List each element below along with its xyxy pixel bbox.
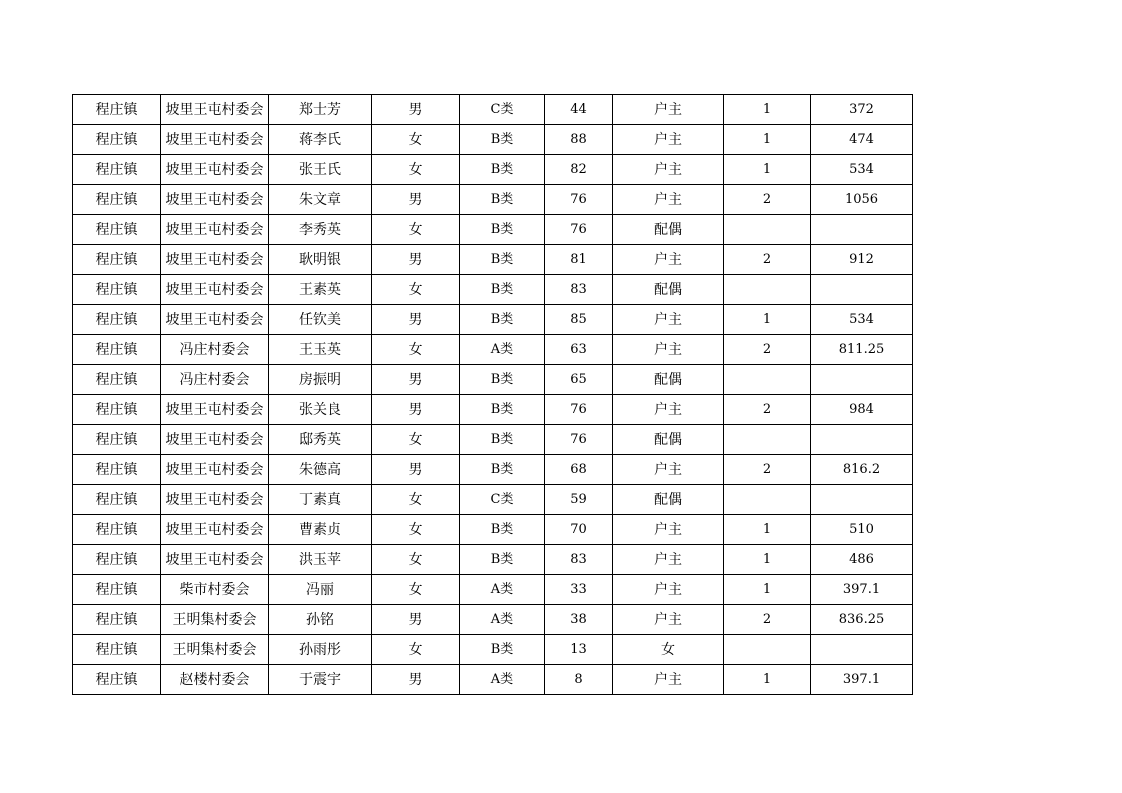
cell-amount [811, 215, 913, 245]
table-row [73, 335, 913, 365]
cell-household-count: 1 [724, 575, 811, 605]
cell-village: 坡里王屯村委会 [161, 95, 269, 125]
table-row [73, 305, 913, 335]
cell-age: 13 [545, 635, 613, 665]
table-row [73, 515, 913, 545]
cell-name: 王素英 [269, 275, 372, 305]
cell-amount: 816.2 [811, 455, 913, 485]
cell-relation: 配偶 [613, 485, 724, 515]
cell-age: 38 [545, 605, 613, 635]
cell-village: 冯庄村委会 [161, 335, 269, 365]
cell-amount [811, 485, 913, 515]
cell-village: 坡里王屯村委会 [161, 245, 269, 275]
cell-category: B类 [460, 455, 545, 485]
cell-relation: 户主 [613, 305, 724, 335]
cell-town: 程庄镇 [73, 635, 161, 665]
cell-village: 坡里王屯村委会 [161, 515, 269, 545]
cell-name: 朱德高 [269, 455, 372, 485]
cell-category: B类 [460, 515, 545, 545]
cell-age: 82 [545, 155, 613, 185]
cell-amount: 836.25 [811, 605, 913, 635]
cell-household-count: 1 [724, 305, 811, 335]
cell-age: 76 [545, 395, 613, 425]
cell-category: B类 [460, 545, 545, 575]
table-row [73, 425, 913, 455]
cell-gender: 男 [372, 245, 460, 275]
cell-name: 邸秀英 [269, 425, 372, 455]
cell-name: 洪玉苹 [269, 545, 372, 575]
table-row [73, 125, 913, 155]
cell-household-count: 1 [724, 545, 811, 575]
table-row [73, 275, 913, 305]
cell-gender: 男 [372, 185, 460, 215]
table-row [73, 605, 913, 635]
cell-household-count [724, 365, 811, 395]
cell-relation: 户主 [613, 125, 724, 155]
cell-village: 坡里王屯村委会 [161, 215, 269, 245]
cell-town: 程庄镇 [73, 215, 161, 245]
cell-household-count [724, 485, 811, 515]
cell-household-count [724, 425, 811, 455]
cell-relation: 户主 [613, 395, 724, 425]
cell-name: 孙雨彤 [269, 635, 372, 665]
cell-relation: 户主 [613, 545, 724, 575]
table-row [73, 635, 913, 665]
cell-amount [811, 275, 913, 305]
cell-relation: 户主 [613, 665, 724, 695]
cell-village: 坡里王屯村委会 [161, 185, 269, 215]
cell-household-count: 2 [724, 605, 811, 635]
cell-category: B类 [460, 365, 545, 395]
cell-household-count: 1 [724, 95, 811, 125]
cell-relation: 户主 [613, 515, 724, 545]
cell-age: 68 [545, 455, 613, 485]
cell-village: 坡里王屯村委会 [161, 275, 269, 305]
cell-age: 85 [545, 305, 613, 335]
cell-gender: 女 [372, 425, 460, 455]
cell-household-count [724, 275, 811, 305]
cell-household-count [724, 215, 811, 245]
cell-gender: 女 [372, 155, 460, 185]
cell-age: 8 [545, 665, 613, 695]
table-row [73, 575, 913, 605]
cell-name: 郑士芳 [269, 95, 372, 125]
cell-town: 程庄镇 [73, 545, 161, 575]
table-row [73, 365, 913, 395]
cell-relation: 户主 [613, 335, 724, 365]
cell-gender: 女 [372, 575, 460, 605]
cell-household-count: 1 [724, 125, 811, 155]
cell-town: 程庄镇 [73, 485, 161, 515]
table-row [73, 485, 913, 515]
cell-town: 程庄镇 [73, 125, 161, 155]
cell-age: 88 [545, 125, 613, 155]
table-row [73, 545, 913, 575]
cell-amount: 534 [811, 155, 913, 185]
cell-relation: 户主 [613, 455, 724, 485]
cell-town: 程庄镇 [73, 575, 161, 605]
cell-gender: 女 [372, 335, 460, 365]
cell-village: 坡里王屯村委会 [161, 305, 269, 335]
cell-gender: 男 [372, 455, 460, 485]
cell-name: 丁素真 [269, 485, 372, 515]
cell-gender: 男 [372, 605, 460, 635]
cell-town: 程庄镇 [73, 425, 161, 455]
cell-relation: 户主 [613, 185, 724, 215]
cell-category: B类 [460, 245, 545, 275]
cell-age: 44 [545, 95, 613, 125]
cell-village: 王明集村委会 [161, 605, 269, 635]
cell-relation: 户主 [613, 95, 724, 125]
cell-name: 任钦美 [269, 305, 372, 335]
cell-age: 70 [545, 515, 613, 545]
cell-age: 33 [545, 575, 613, 605]
data-table [72, 94, 913, 695]
cell-age: 63 [545, 335, 613, 365]
cell-household-count: 1 [724, 665, 811, 695]
cell-name: 张王氏 [269, 155, 372, 185]
cell-name: 王玉英 [269, 335, 372, 365]
cell-gender: 男 [372, 305, 460, 335]
cell-category: B类 [460, 215, 545, 245]
cell-household-count: 2 [724, 455, 811, 485]
cell-amount: 397.1 [811, 665, 913, 695]
cell-village: 坡里王屯村委会 [161, 155, 269, 185]
cell-village: 柴市村委会 [161, 575, 269, 605]
cell-gender: 女 [372, 545, 460, 575]
cell-relation: 配偶 [613, 275, 724, 305]
cell-name: 于震宇 [269, 665, 372, 695]
cell-village: 坡里王屯村委会 [161, 545, 269, 575]
table-row [73, 395, 913, 425]
table-row [73, 185, 913, 215]
table-row [73, 455, 913, 485]
cell-relation: 户主 [613, 605, 724, 635]
cell-category: B类 [460, 155, 545, 185]
cell-category: B类 [460, 635, 545, 665]
cell-village: 冯庄村委会 [161, 365, 269, 395]
cell-category: A类 [460, 575, 545, 605]
cell-gender: 女 [372, 635, 460, 665]
cell-village: 赵楼村委会 [161, 665, 269, 695]
cell-amount [811, 425, 913, 455]
cell-village: 坡里王屯村委会 [161, 485, 269, 515]
table-row [73, 665, 913, 695]
cell-village: 坡里王屯村委会 [161, 125, 269, 155]
cell-gender: 女 [372, 485, 460, 515]
cell-town: 程庄镇 [73, 185, 161, 215]
cell-relation: 户主 [613, 155, 724, 185]
cell-amount: 486 [811, 545, 913, 575]
cell-town: 程庄镇 [73, 515, 161, 545]
table-row [73, 215, 913, 245]
cell-gender: 男 [372, 395, 460, 425]
cell-category: C类 [460, 485, 545, 515]
cell-household-count: 1 [724, 155, 811, 185]
cell-village: 坡里王屯村委会 [161, 395, 269, 425]
cell-name: 耿明银 [269, 245, 372, 275]
cell-category: B类 [460, 425, 545, 455]
cell-relation: 户主 [613, 575, 724, 605]
cell-gender: 女 [372, 125, 460, 155]
cell-town: 程庄镇 [73, 605, 161, 635]
cell-name: 朱文章 [269, 185, 372, 215]
cell-category: A类 [460, 605, 545, 635]
cell-relation: 配偶 [613, 365, 724, 395]
cell-town: 程庄镇 [73, 665, 161, 695]
cell-relation: 户主 [613, 245, 724, 275]
cell-category: B类 [460, 275, 545, 305]
cell-gender: 女 [372, 215, 460, 245]
cell-amount [811, 635, 913, 665]
cell-gender: 女 [372, 515, 460, 545]
cell-age: 76 [545, 215, 613, 245]
table-row [73, 95, 913, 125]
cell-relation: 配偶 [613, 215, 724, 245]
cell-town: 程庄镇 [73, 305, 161, 335]
cell-town: 程庄镇 [73, 395, 161, 425]
cell-gender: 男 [372, 365, 460, 395]
table-row [73, 155, 913, 185]
cell-amount [811, 365, 913, 395]
cell-town: 程庄镇 [73, 155, 161, 185]
cell-amount: 534 [811, 305, 913, 335]
cell-category: C类 [460, 95, 545, 125]
cell-town: 程庄镇 [73, 275, 161, 305]
cell-town: 程庄镇 [73, 365, 161, 395]
cell-amount: 474 [811, 125, 913, 155]
cell-age: 59 [545, 485, 613, 515]
cell-age: 83 [545, 275, 613, 305]
table-row [73, 245, 913, 275]
cell-amount: 1056 [811, 185, 913, 215]
cell-age: 83 [545, 545, 613, 575]
cell-category: B类 [460, 185, 545, 215]
cell-amount: 912 [811, 245, 913, 275]
cell-name: 冯丽 [269, 575, 372, 605]
cell-name: 曹素贞 [269, 515, 372, 545]
cell-household-count: 2 [724, 395, 811, 425]
cell-category: B类 [460, 125, 545, 155]
cell-gender: 男 [372, 95, 460, 125]
cell-village: 坡里王屯村委会 [161, 455, 269, 485]
cell-village: 坡里王屯村委会 [161, 425, 269, 455]
cell-age: 76 [545, 185, 613, 215]
cell-gender: 女 [372, 275, 460, 305]
cell-category: A类 [460, 665, 545, 695]
cell-town: 程庄镇 [73, 245, 161, 275]
cell-name: 张关良 [269, 395, 372, 425]
cell-name: 房振明 [269, 365, 372, 395]
cell-age: 81 [545, 245, 613, 275]
cell-name: 蒋李氏 [269, 125, 372, 155]
cell-town: 程庄镇 [73, 335, 161, 365]
cell-amount: 510 [811, 515, 913, 545]
cell-amount: 811.25 [811, 335, 913, 365]
cell-name: 李秀英 [269, 215, 372, 245]
cell-gender: 男 [372, 665, 460, 695]
cell-household-count [724, 635, 811, 665]
cell-town: 程庄镇 [73, 455, 161, 485]
cell-household-count: 2 [724, 335, 811, 365]
cell-category: B类 [460, 395, 545, 425]
cell-town: 程庄镇 [73, 95, 161, 125]
cell-category: B类 [460, 305, 545, 335]
cell-relation: 女 [613, 635, 724, 665]
cell-age: 76 [545, 425, 613, 455]
cell-household-count: 2 [724, 185, 811, 215]
cell-age: 65 [545, 365, 613, 395]
cell-village: 王明集村委会 [161, 635, 269, 665]
cell-household-count: 1 [724, 515, 811, 545]
cell-household-count: 2 [724, 245, 811, 275]
cell-relation: 配偶 [613, 425, 724, 455]
cell-name: 孙铭 [269, 605, 372, 635]
cell-amount: 984 [811, 395, 913, 425]
cell-amount: 397.1 [811, 575, 913, 605]
cell-amount: 372 [811, 95, 913, 125]
table-body [73, 95, 913, 695]
cell-category: A类 [460, 335, 545, 365]
